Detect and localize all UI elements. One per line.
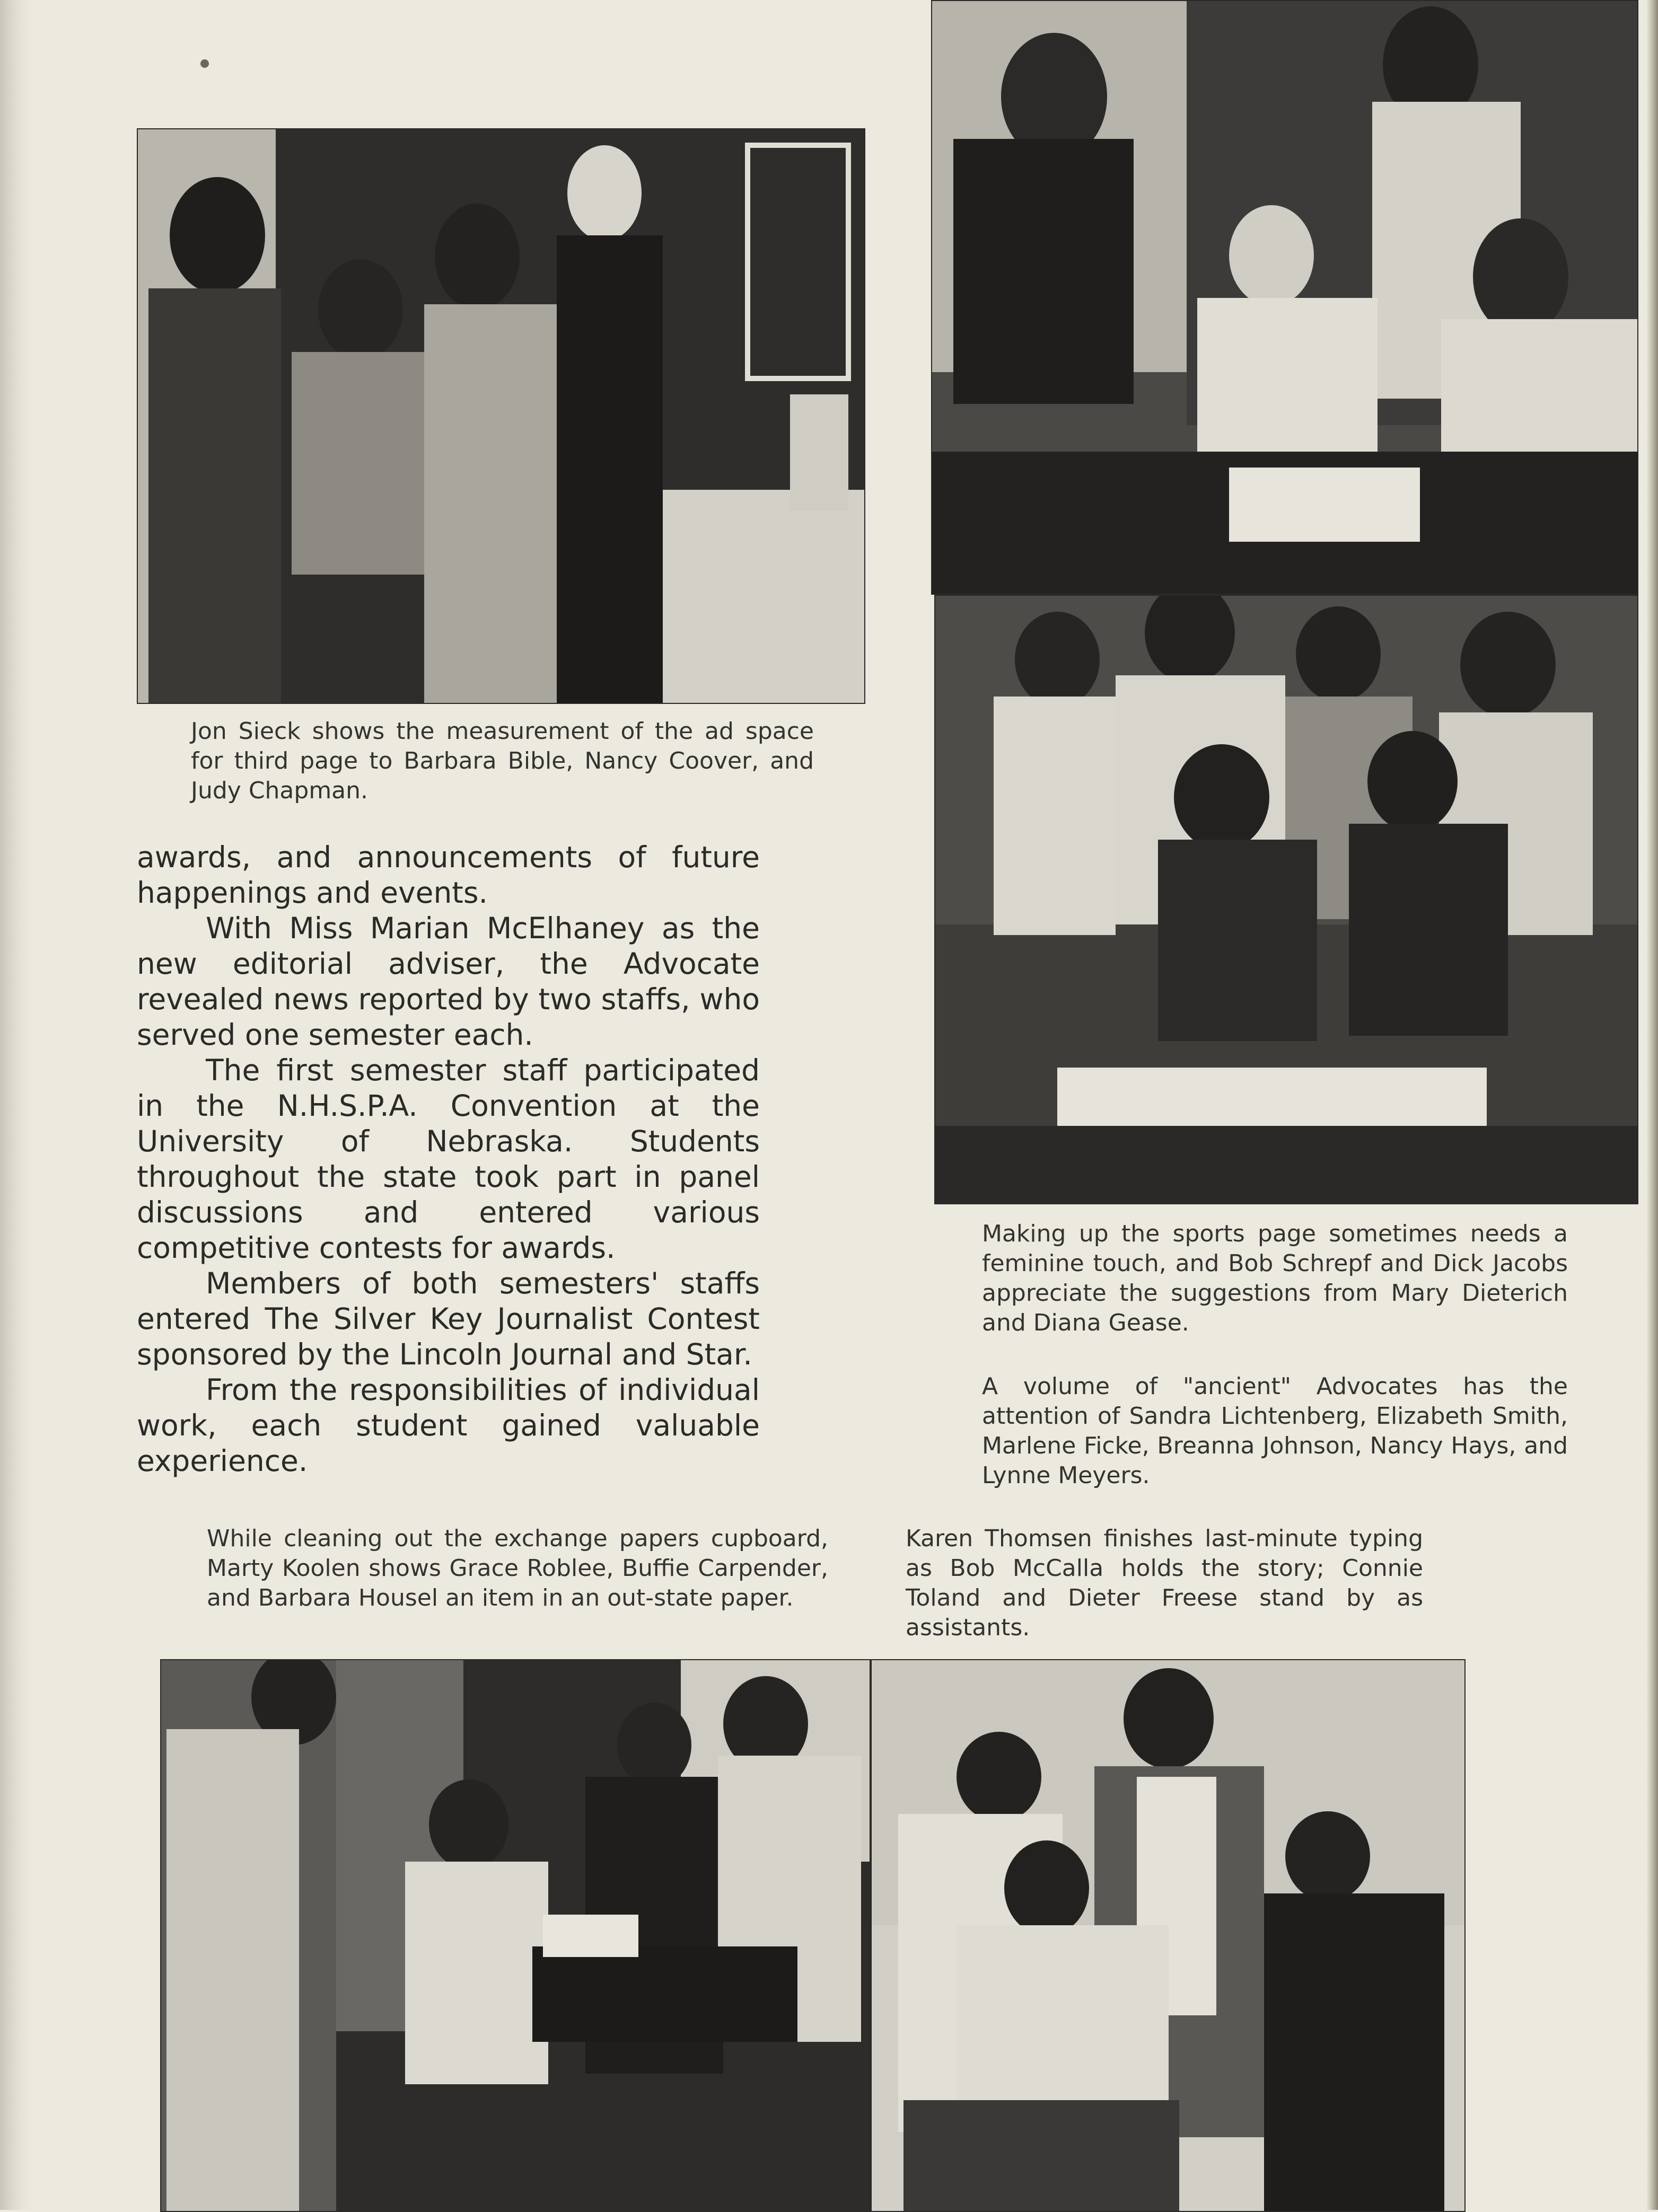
caption-exchange-papers: While cleaning out the exchange papers cupboard, Marty Koolen shows Grace Roblee, Buffie Carpender, and Barbara Housel an item in an out-state paper. [207,1525,828,1611]
page-right-edge [1646,0,1658,2210]
body-paragraph: From the responsibilities of individual work, each student gained valuable experience. [137,1373,760,1478]
photo-desk-group [931,0,1638,595]
article-body [137,840,760,1479]
caption-typing: Karen Thomsen finishes last-minute typing as Bob McCalla holds the story; Connie Toland and Dieter Freese stand by as assistants. [906,1525,1423,1641]
caption-ad-space: Jon Sieck shows the measurement of the ad space for third page to Barbara Bible, Nancy Coover, and Judy Chapman. [191,718,814,804]
page-spine-shadow [0,0,32,2210]
photo-ad-space [137,128,865,704]
body-paragraph: The first semester staff participated in the N.H.S.P.A. Convention at the University of Nebraska. Students throughout the state took part in panel discussions and entered various competitive contests for awards. [137,1053,760,1265]
caption-ancient-advocates: A volume of "ancient" Advocates has the attention of Sandra Lichtenberg, Elizabeth Smith, Marlene Ficke, Breanna Johnson, Nancy Hays, and Lynne Meyers. [982,1373,1568,1489]
body-paragraph: Members of both semesters' staffs entered The Silver Key Journalist Contest sponsored by the Lincoln Journal and Star. [137,1266,760,1371]
body-paragraph: With Miss Marian McElhaney as the new editorial adviser, the Advocate revealed news reported by two staffs, who served one semester each. [137,911,760,1052]
photo-exchange-papers [160,1659,871,2212]
caption-sports-page: Making up the sports page sometimes needs a feminine touch, and Bob Schrepf and Dick Jacobs appreciate the suggestions from Mary Dieterich and Diana Gease. [982,1220,1568,1336]
photo-ancient-advocates [934,595,1638,1204]
paper-speck [200,59,209,68]
photo-typing [871,1659,1466,2212]
body-paragraph: awards, and announcements of future happenings and events. [137,840,760,910]
